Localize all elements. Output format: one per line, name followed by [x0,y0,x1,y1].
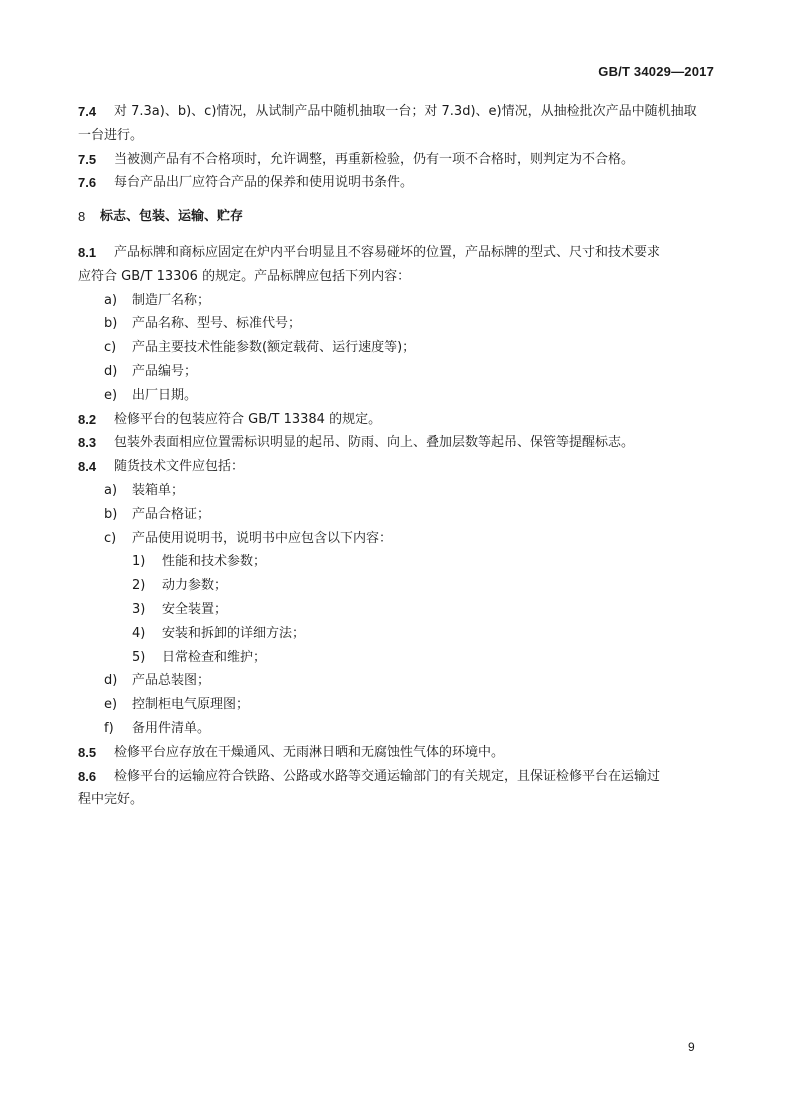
clause-8-2 [78,408,718,432]
list-marker: c) [104,530,117,546]
clause-number: 7.4 [78,104,97,119]
list-item [78,289,718,313]
list-marker: f) [104,720,114,736]
list-item-text: 性能和技术参数； [162,554,267,570]
list-marker: 5) [132,649,146,665]
spacer [78,195,718,205]
list-marker: e) [104,387,118,403]
list-item-text: 产品总装图； [132,673,211,689]
clause-text: 每台产品出厂应符合产品的保养和使用说明书条件。 [114,175,414,191]
clause-7-4 [78,100,718,124]
list-item-text: 装箱单； [132,482,185,498]
clause-text-continued: 一台进行。 [78,127,144,143]
list-item-text: 产品主要技术性能参数(额定载荷、运行速度等)； [132,340,416,356]
list-item [78,479,718,503]
clause-text: 包装外表面相应位置需标识明显的起吊、防雨、向上、叠加层数等起吊、保管等提醒标志。 [114,435,635,451]
list-item-text: 控制柜电气原理图； [132,697,250,713]
page-body [78,100,718,812]
list-marker: 3) [132,601,146,617]
list-item-text: 安装和拆卸的详细方法； [162,625,306,641]
standard-number-header: GB/T 34029—2017 [598,64,714,79]
clause-number: 8.4 [78,459,97,475]
list-item [78,336,718,360]
section-title: 标志、包装、运输、贮存 [100,209,244,225]
list-marker: 4) [132,625,146,641]
list-marker: e) [104,697,118,713]
clause-8-5 [78,741,718,765]
list-item-text: 产品合格证； [132,506,211,522]
clause-7-6 [78,171,718,195]
list-marker: c) [104,340,117,356]
sub-list-item [78,550,718,574]
list-item [78,360,718,384]
list-marker: a) [104,482,118,498]
list-item-text: 备用件清单。 [132,720,211,736]
clause-text: 随货技术文件应包括： [114,459,245,475]
clause-number: 8.5 [78,744,97,760]
list-marker: 1) [132,554,146,570]
clause-text: 检修平台的包装应符合 GB/T 13384 的规定。 [114,411,382,427]
clause-text: 产品标牌和商标应固定在炉内平台明显且不容易碰坏的位置，产品标牌的型式、尺寸和技术要求 [114,244,661,260]
list-item-text: 日常检查和维护； [162,649,267,665]
section-8-heading [78,205,718,229]
list-marker: b) [104,506,118,522]
sub-list-item [78,574,718,598]
clause-8-1 [78,241,718,265]
clause-number: 7.6 [78,175,97,191]
list-item [78,384,718,408]
list-item [78,527,718,551]
clause-text-continued: 程中完好。 [78,792,144,808]
clause-text: 检修平台的运输应符合铁路、公路或水路等交通运输部门的有关规定，且保证检修平台在运输过 [114,768,661,784]
clause-number: 7.5 [78,151,97,167]
clause-text: 检修平台应存放在干燥通风、无雨淋日晒和无腐蚀性气体的环境中。 [114,744,505,760]
list-item-text: 出厂日期。 [132,387,198,403]
list-marker: a) [104,292,118,308]
list-item [78,503,718,527]
section-number: 8 [78,209,86,225]
list-item [78,693,718,717]
clause-8-4 [78,455,718,479]
list-item-text: 动力参数； [162,578,228,594]
spacer [78,229,718,241]
clause-text-continued: 应符合 GB/T 13306 的规定。产品标牌应包括下列内容： [78,268,411,284]
sub-list-item [78,598,718,622]
sub-list-item [78,622,718,646]
list-item-text: 制造厂名称； [132,292,211,308]
list-marker: 2) [132,578,146,594]
list-item-text: 产品使用说明书，说明书中应包含以下内容： [132,530,393,546]
list-item [78,312,718,336]
list-item-text: 产品编号； [132,363,198,379]
clause-7-4-continuation [78,124,718,148]
clause-number: 8.3 [78,435,97,451]
list-marker: b) [104,316,118,332]
clause-8-1-continuation [78,265,718,289]
clause-7-5 [78,148,718,172]
list-marker: d) [104,673,118,689]
page-number: 9 [688,1040,695,1054]
clause-8-6-continuation [78,788,718,812]
list-item-text: 安全装置； [162,601,228,617]
clause-number: 8.1 [78,244,97,260]
list-marker: d) [104,363,118,379]
clause-text: 当被测产品有不合格项时，允许调整，再重新检验，仍有一项不合格时，则判定为不合格。 [114,151,635,167]
clause-number: 8.6 [78,768,97,784]
list-item-text: 产品名称、型号、标准代号； [132,316,302,332]
clause-8-6 [78,765,718,789]
clause-number: 8.2 [78,411,97,427]
sub-list-item [78,646,718,670]
list-item [78,717,718,741]
clause-text: 对 7.3a)、b)、c)情况，从试制产品中随机抽取一台；对 7.3d)、e)情况，从抽检批次产品中随机抽取 [114,104,697,119]
list-item [78,669,718,693]
clause-8-3 [78,431,718,455]
